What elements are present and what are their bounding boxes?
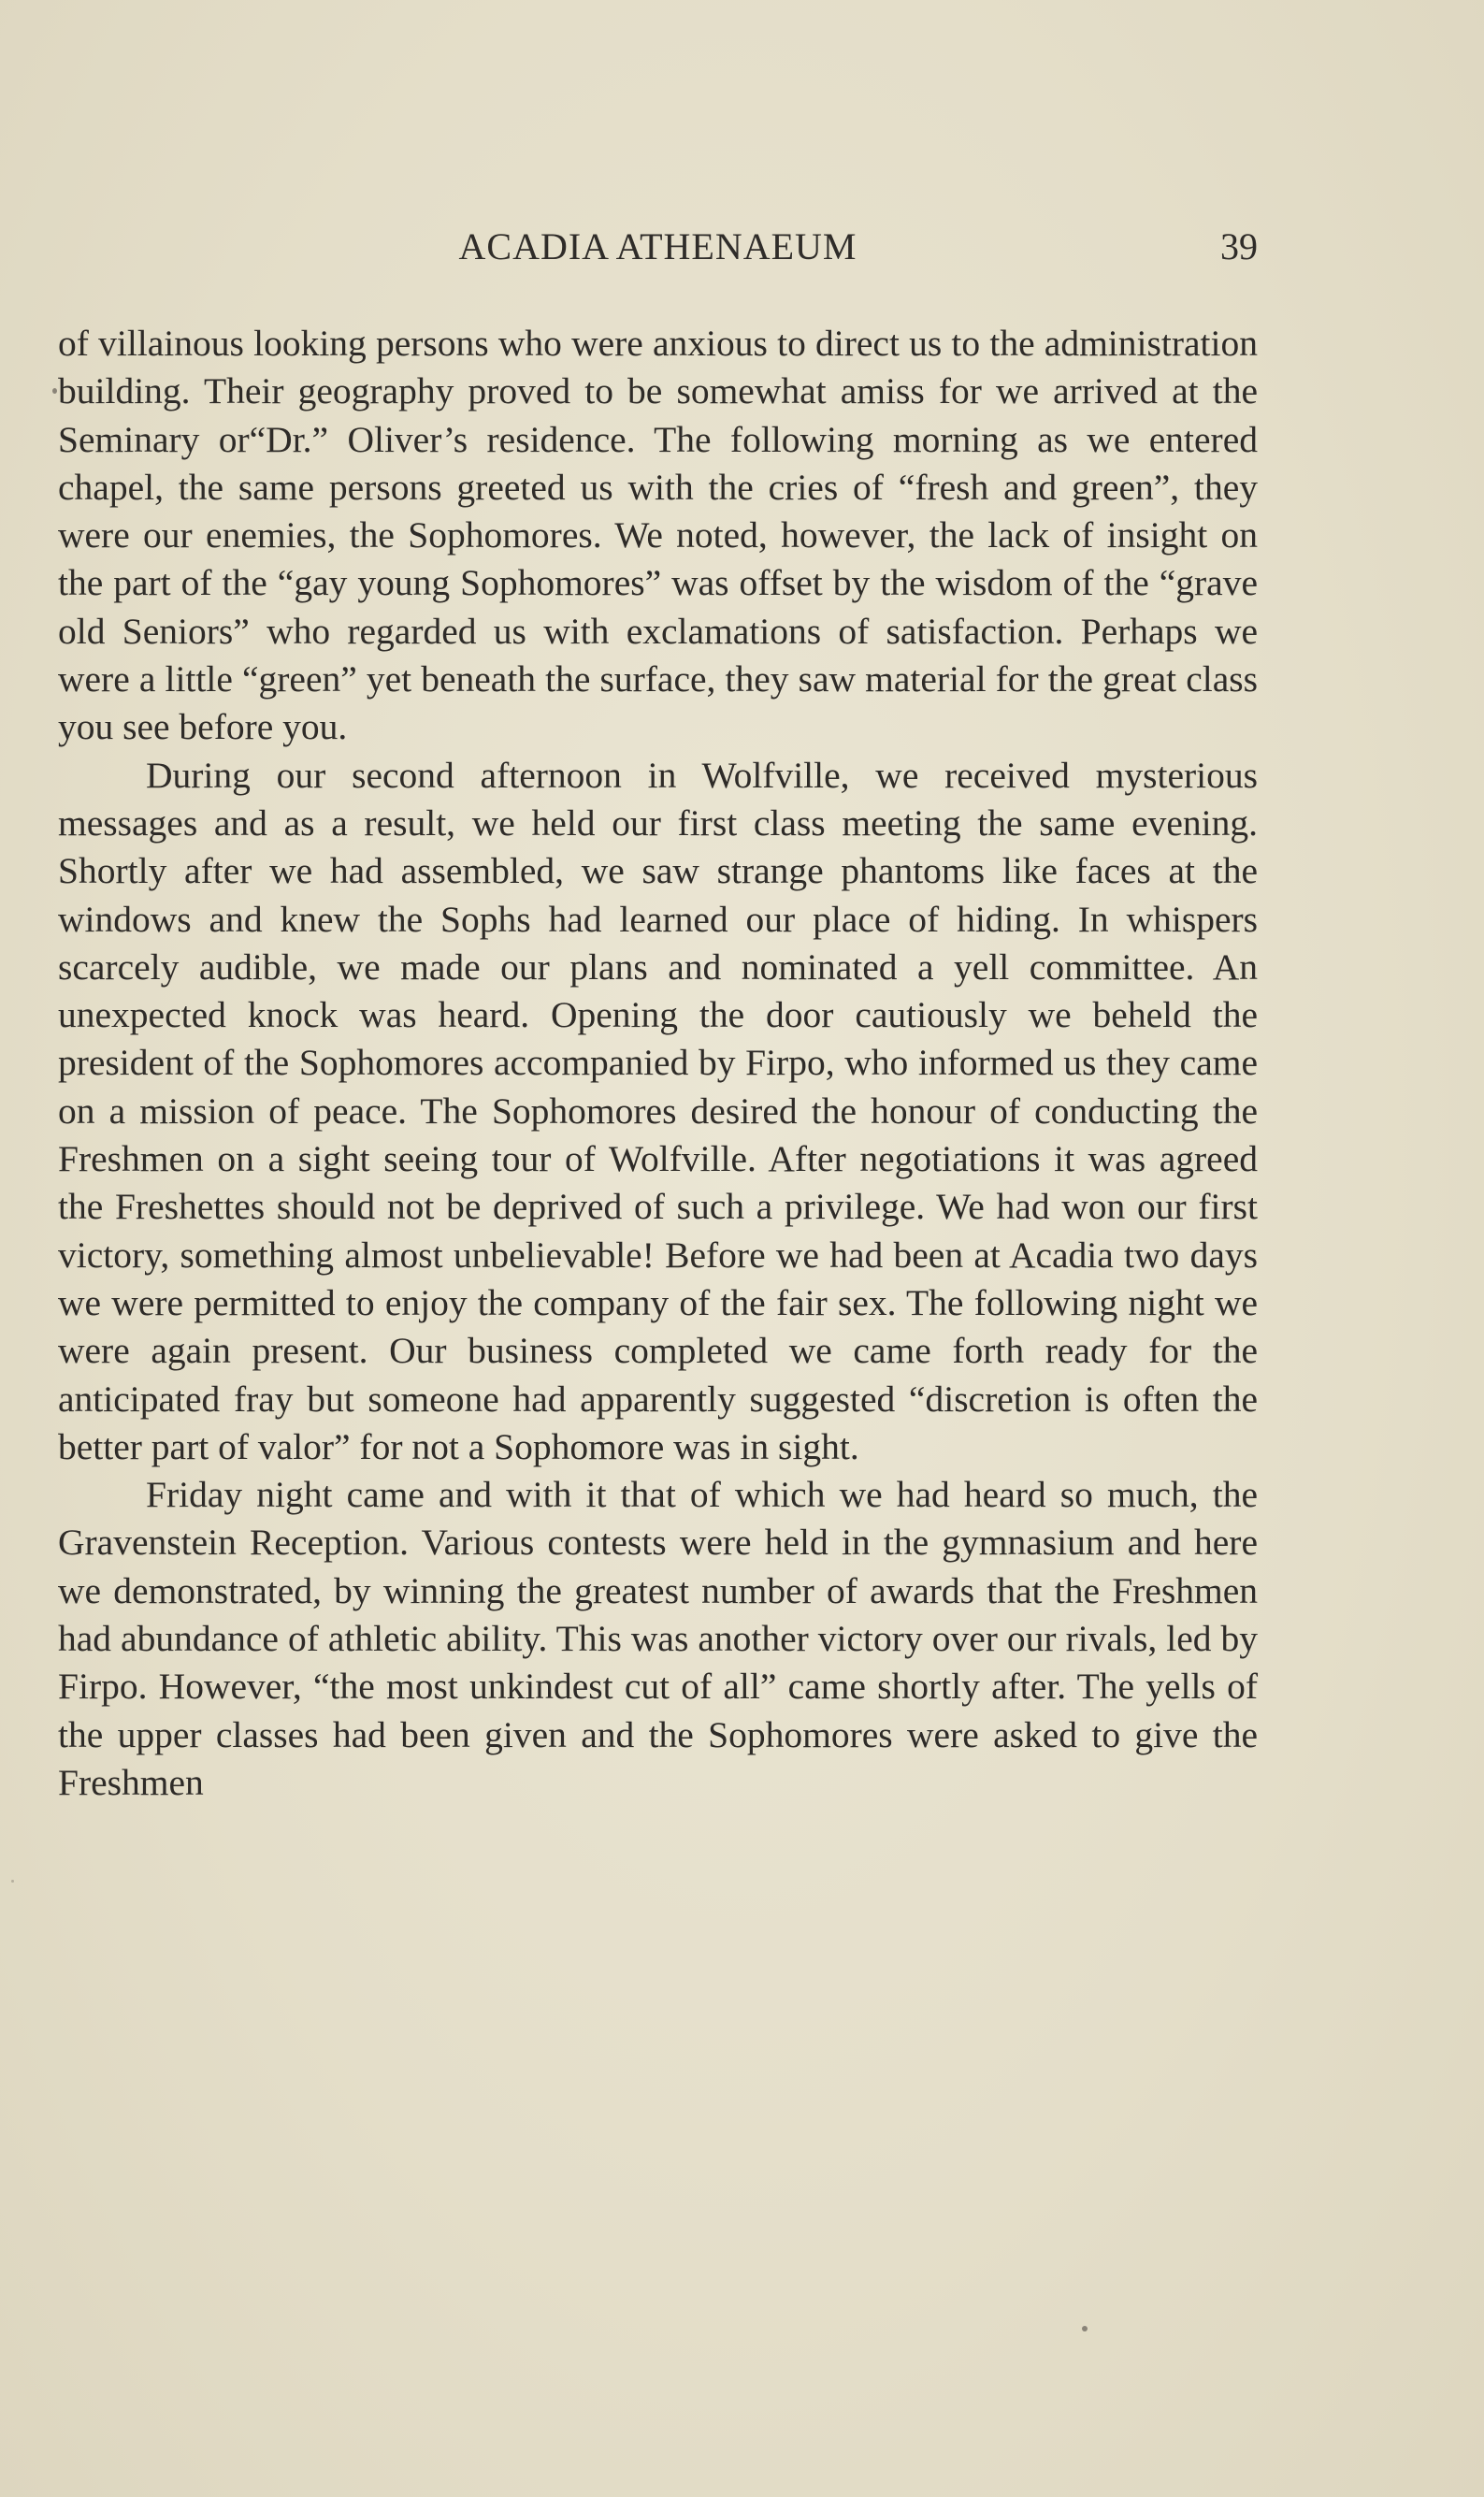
paragraph: Friday night came and with it that of which we had heard so much, the Gravenstein Reception. Various contests were held in the gymnasium and here we demonstrated, by winning the greatest number of awards that the Freshmen had abundance of athletic ability. This was another victory over our rivals, led by Firpo. However, “the most unkindest cut of all” came shortly after. The yells of the upper classes had been given and the Sophomores were asked to give the Freshmen <box>58 1474 1258 1803</box>
page-header <box>58 224 1258 271</box>
paragraph: of villainous looking persons who were anxious to direct us to the administration building. Their geography proved to be somewhat amiss for we arrived at the Seminary or“Dr.” Oliver’s residence. The following morning as we entered chapel, the same persons greeted us with the cries of “fresh and green”, they were our enemies, the Sophomores. We noted, however, the lack of insight on the part of the “gay young Sophomores” was offset by the wisdom of the “grave old Seniors” who regarded us with exclamations of satisfaction. Perhaps we were a little “green” yet beneath the surface, they saw material for the great class you see before you. <box>58 323 1258 748</box>
paragraph: During our second afternoon in Wolfville, we received mysterious messages and as a result, we held our first class meeting the same evening. Shortly after we had assembled, we saw strange phantoms like faces at the windows and knew the Sophs had learned our place of hiding. In whispers scarcely audible, we made our plans and nominated a yell committee. An unexpected knock was heard. Opening the door cautiously we beheld the president of the Sophomores accompanied by Firpo, who informed us they came on a mission of peace. The Sophomores desired the honour of conducting the Freshmen on a sight seeing tour of Wolfville. After negotiations it was agreed the Freshettes should not be deprived of such a privilege. We had won our first victory, something almost unbelievable! Before we had been at Acadia two days we were permitted to enjoy the company of the fair sex. The following night we were again present. Our business completed we came forth ready for the anticipated fray but someone had apparently suggested “discretion is often the better part of valor” for not a Sophomore was in sight. <box>58 754 1258 1467</box>
paper-speck <box>52 388 57 394</box>
paper-speck <box>11 1880 14 1883</box>
body-text <box>58 320 1258 1807</box>
paper-speck <box>1082 2326 1088 2331</box>
running-title: ACADIA ATHENAEUM <box>458 225 857 267</box>
page-number: 39 <box>1220 225 1258 267</box>
